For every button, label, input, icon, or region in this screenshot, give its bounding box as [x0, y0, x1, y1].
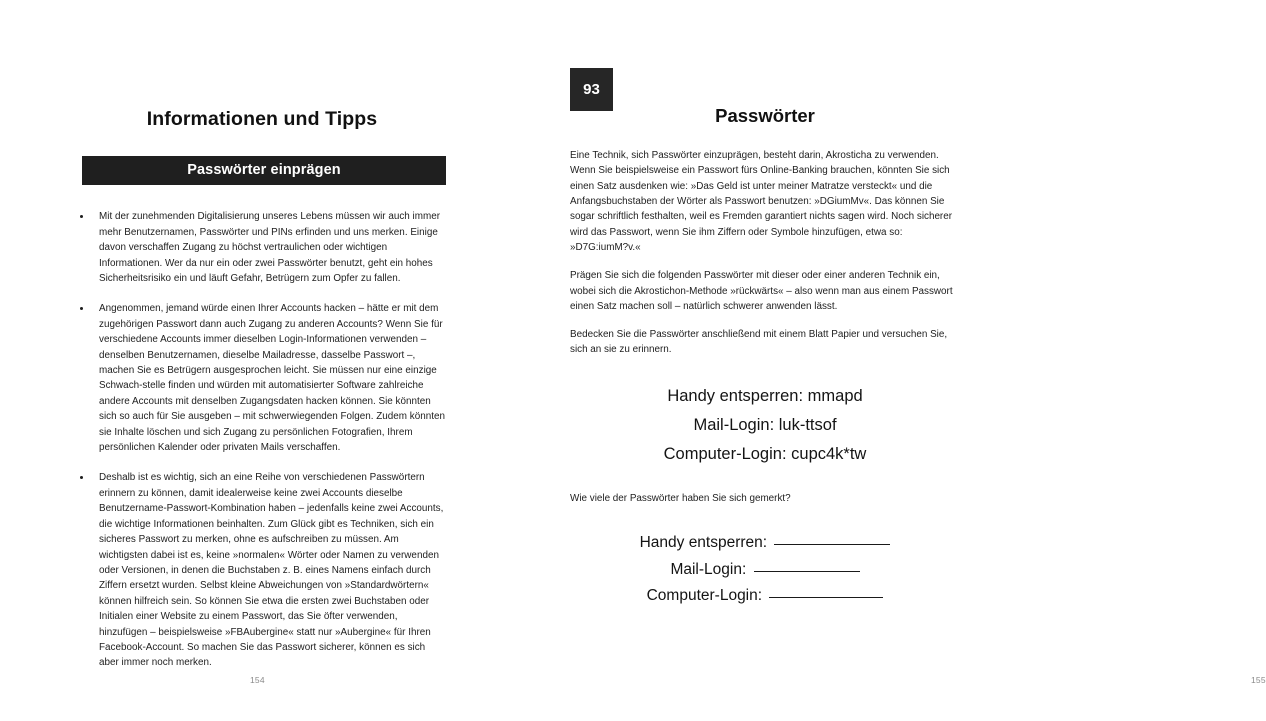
password-entry — [570, 440, 960, 469]
list-item — [78, 470, 446, 670]
answer-write-in-line[interactable] — [769, 597, 883, 598]
password-value: mmapd — [807, 386, 863, 405]
password-value: luk-ttsof — [778, 415, 837, 434]
chapter-number-badge: 93 — [570, 68, 613, 111]
paragraph: Prägen Sie sich die folgenden Passwörter mit dieser oder einer anderen Technik ein, wobei sich die Akrostichon-Methode »rückwärts« – also wenn man aus einem Passwort einen Satz machen soll – natürlich schwerer anwenden lässt. — [570, 270, 953, 312]
password-example-list — [570, 382, 960, 469]
body-copy — [570, 148, 960, 358]
page-number-left: 154 — [250, 675, 265, 685]
answer-blank-label: Handy entsperren: — [639, 534, 768, 552]
page-title: Informationen und Tipps — [146, 108, 378, 130]
answer-blank-label: Mail-Login: — [670, 560, 747, 578]
password-value: cupc4k*tw — [791, 444, 867, 463]
paragraph: Bedecken Sie die Passwörter anschließend mit einem Blatt Papier und versuchen Sie, sich an sie zu erinnern. — [570, 329, 948, 356]
bullet-dot-icon — [80, 215, 83, 218]
answer-blank-label: Computer-Login: — [646, 587, 763, 605]
answer-blank-row — [570, 530, 960, 557]
list-item — [78, 209, 446, 286]
bullet-dot-icon — [80, 307, 83, 310]
password-label: Handy entsperren: — [667, 386, 804, 405]
list-item-text: Mit der zunehmenden Digitalisierung unseres Lebens müssen wir auch immer mehr Benutzernamen, Passwörter und PINs erfinden und uns merken. Einige davon verschaffen Zugang zu höchst vertraulichen oder wichtigen Informationen. Wer da nur ein oder zwei Passwörter benutzt, geht ein hohes Sicherheitsrisiko ein und läuft Gefahr, Betrügern zum Opfer zu fallen. — [99, 211, 441, 285]
password-label: Computer-Login: — [663, 444, 787, 463]
answer-write-in-line[interactable] — [754, 571, 860, 572]
password-entry — [570, 411, 960, 440]
bullet-list — [78, 209, 446, 670]
page-number-right: 155 — [1251, 675, 1266, 685]
bullet-dot-icon — [80, 476, 83, 479]
answer-blank-list — [570, 530, 960, 610]
password-entry — [570, 382, 960, 411]
page-title: Passwörter — [715, 105, 815, 126]
answer-blank-row — [570, 583, 960, 610]
list-item — [78, 301, 446, 455]
answer-write-in-line[interactable] — [774, 544, 890, 545]
password-label: Mail-Login: — [693, 415, 775, 434]
left-page-content — [78, 0, 446, 671]
answer-blank-row — [570, 557, 960, 584]
right-page-content — [570, 0, 960, 610]
list-item-text: Angenommen, jemand würde einen Ihrer Accounts hacken – hätte er mit dem zugehörigen Passwort dann auch Zugang zu anderen Accounts? Wenn Sie für verschiedene Accounts immer dieselben Login-Informationen verwenden – denselben Benutzernamen, dieselbe Mailadresse, dasselbe Passwort –, machen Sie es Betrügern ausgesprochen leicht. Sie müssen nur eine einzige Schwach-stelle finden und würden mit automatisierter Software zahlreiche andere Accounts mit denselben Zugangsdaten hacken können. Sie könnten sich so auch für Sie ausgeben – mit schwerwiegenden Folgen. Zudem könnten sie Inhalte löschen und sich Zugang zu persönlichen Fotografien, Ihrem persönlichen Kalender oder privaten Mails verschaffen. — [99, 303, 446, 454]
left-page — [0, 0, 510, 721]
paragraph: Eine Technik, sich Passwörter einzuprägen, besteht darin, Akrosticha zu verwenden. Wenn Sie beispielsweise ein Passwort fürs Online-Banking brauchen, könnten Sie sich einen Satz ausdenken wie: »Das Geld ist unter meiner Matratze versteckt« und die Anfangsbuchstaben der Wörter als Passwort benutzen: »DGiumMv«. Das können Sie sogar schriftlich festhalten, weil es Fremden garantiert nichts sagen wird. Noch sicherer wird das Passwort, wenn Sie ihm Ziffern oder Symbole hinzufügen, etwa so: »D7G:iumM?v.« — [570, 150, 953, 253]
exercise-question: Wie viele der Passwörter haben Sie sich gemerkt? — [570, 492, 791, 504]
list-item-text: Deshalb ist es wichtig, sich an eine Reihe von verschiedenen Passwörtern erinnern zu können, damit idealerweise keine zwei Accounts dieselbe Benutzername-Passwort-Kombination haben – jedenfalls keine zwei Accounts, die wichtige Informationen beinhalten. Zum Glück gibt es Techniken, sich ein sicheres Passwort zu merken, ohne es aufschreiben zu müssen. Am wichtigsten dabei ist es, keine »normalen« Wörter oder Namen zu verwenden oder Versionen, in denen die Buchstaben z. B. eines Namens einfach durch Ziffern ersetzt wurden. Selbst kleine Abweichungen von »Standardwörtern« können hilfreich sein. So können Sie etwa die ersten zwei Buchstaben oder Initialen einer Website zu einem Passwort, das Sie öfter verwenden, hinzufügen – beispielsweise »FBAubergine« statt nur »Aubergine« für Ihren Facebook-Account. So machen Sie das Passwort sicherer, können es sich aber immer noch merken. — [99, 472, 444, 669]
section-header-bar: Passwörter einprägen — [82, 156, 446, 185]
right-page — [510, 0, 1266, 721]
